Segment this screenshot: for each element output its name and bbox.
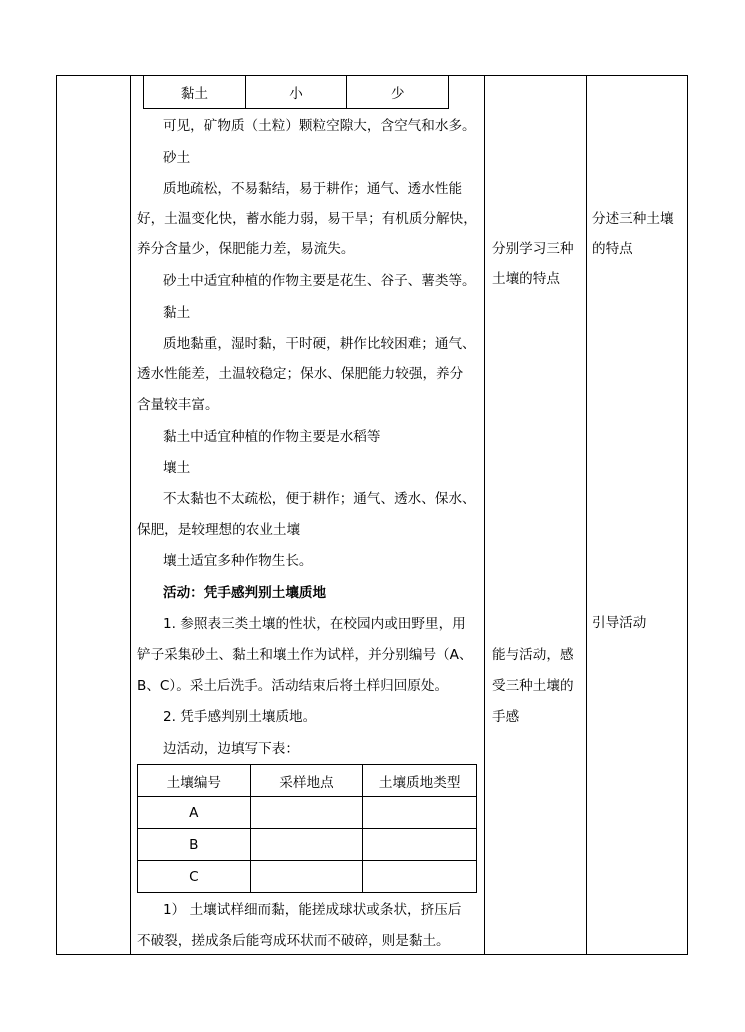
section-heading-loam: 壤土 [163, 460, 191, 476]
section-heading-sandy: 砂土 [163, 150, 191, 166]
table-cell: A [138, 797, 251, 829]
table-header-cell: 土壤质地类型 [363, 765, 477, 797]
student-activity-text: 受三种土壤的 [492, 678, 574, 694]
column-divider [484, 76, 485, 954]
paragraph: 铲子采集砂土、黏土和壤土作为试样，并分别编号（A、 [137, 647, 473, 663]
paragraph: 好，土温变化快，蓄水能力弱，易干旱；有机质分解快， [137, 211, 477, 227]
table-row [144, 76, 449, 109]
paragraph: 砂土中适宜种植的作物主要是花生、谷子、薯类等。 [163, 273, 476, 289]
paragraph: 黏土中适宜种植的作物主要是水稻等 [163, 429, 381, 445]
teacher-intent-text: 引导活动 [592, 615, 647, 631]
paragraph: 不破裂，搓成条后能弯成环状而不破碎，则是黏土。 [137, 933, 450, 949]
table-row [138, 861, 477, 893]
paragraph: 不太黏也不太疏松，便于耕作；通气、透水、保水、 [163, 491, 476, 507]
table-cell [250, 861, 363, 893]
table-cell [250, 829, 363, 861]
table-cell [250, 797, 363, 829]
paragraph: 壤土适宜多种作物生长。 [163, 553, 313, 569]
activity-record-table [137, 764, 477, 893]
student-activity-text: 能与活动，感 [492, 647, 574, 663]
table-cell [363, 797, 477, 829]
paragraph: 含量较丰富。 [137, 397, 219, 413]
student-activity-text: 手感 [492, 709, 520, 725]
paragraph: 透水性能差，土温较稳定；保水、保肥能力较强，养分 [137, 366, 464, 382]
student-activity-text: 分别学习三种 [492, 241, 574, 257]
teacher-intent-text: 分述三种土壤 [592, 211, 674, 227]
table-row [138, 797, 477, 829]
activity-title: 活动：凭手感判别土壤质地 [163, 585, 327, 601]
paragraph: 1. 参照表三类土壤的性状，在校园内或田野里，用 [163, 616, 466, 632]
section-heading-clay: 黏土 [163, 305, 191, 321]
paragraph: 可见，矿物质（土粒）颗粒空隙大，含空气和水多。 [163, 118, 476, 134]
paragraph: B、C）。采土后洗手。活动结束后将土样归回原处。 [137, 678, 449, 694]
table-row [138, 829, 477, 861]
paragraph: 质地黏重，湿时黏，干时硬，耕作比较困难；通气、 [163, 336, 476, 352]
table-cell [363, 861, 477, 893]
paragraph: 质地疏松，不易黏结，易于耕作；通气、透水性能 [163, 181, 463, 197]
table-header-cell: 采样地点 [250, 765, 363, 797]
table-cell: B [138, 829, 251, 861]
table-header-cell: 土壤编号 [138, 765, 251, 797]
paragraph: 保肥，是较理想的农业土壤 [137, 522, 301, 538]
table-cell [363, 829, 477, 861]
paragraph: 边活动，边填写下表： [163, 741, 299, 757]
column-divider [586, 76, 587, 954]
paragraph: 1） 土壤试样细而黏，能搓成球状或条状，挤压后 [163, 902, 462, 918]
table-row [138, 765, 477, 797]
table-cell: 黏土 [144, 76, 246, 109]
paragraph: 养分含量少，保肥能力差，易流失。 [137, 241, 355, 257]
column-divider [130, 76, 131, 954]
teacher-intent-text: 的特点 [592, 241, 633, 257]
soil-property-table [143, 75, 449, 109]
table-cell: C [138, 861, 251, 893]
table-cell: 小 [245, 76, 347, 109]
paragraph: 2. 凭手感判别土壤质地。 [163, 709, 317, 725]
table-cell: 少 [347, 76, 449, 109]
student-activity-text: 土壤的特点 [492, 271, 560, 287]
